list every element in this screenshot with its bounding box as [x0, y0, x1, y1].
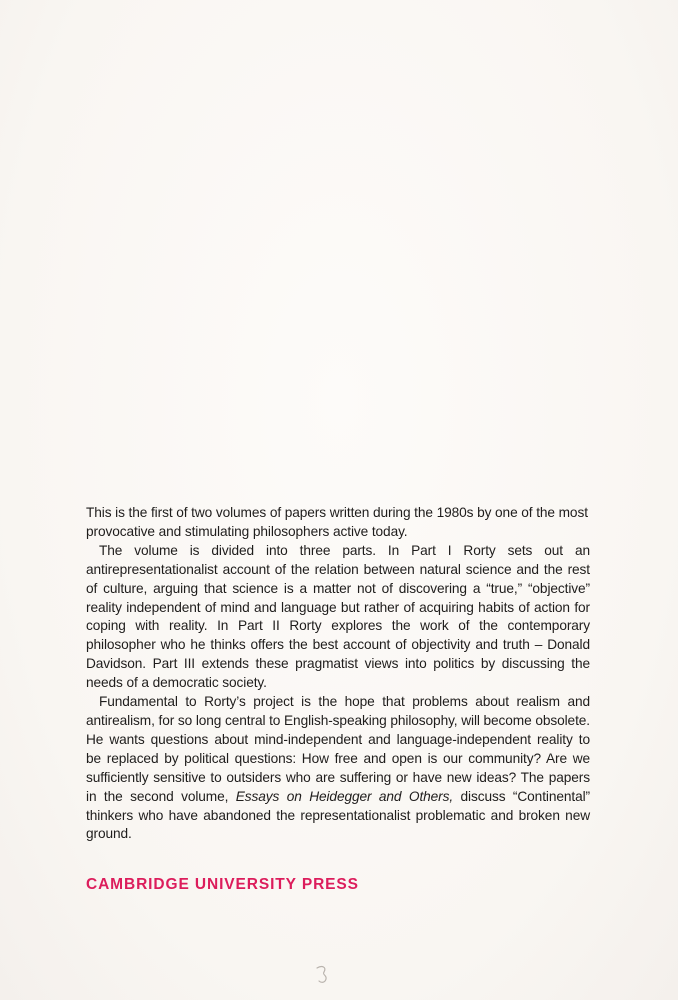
book-title-reference: Essays on Heidegger and Others,	[235, 788, 454, 804]
blurb-paragraph-1: This is the first of two volumes of papers written during the 1980s by one of the most provocative and stimulating philosophers active today.	[86, 505, 588, 539]
blurb-paragraph-2: The volume is divided into three parts. In Part I Rorty sets out an antirepresentationalist account of the relation between natural science and the rest of culture, arguing that science is a matter not of discovering a “true,” “objective” reality independent of mind and language but rather of acquiring habits of action for coping with reality. In Part II Rorty explores the work of the contemporary philosopher who he thinks offers the best account of objectivity and truth – Donald Davidson. Part III extends these pragmatist views into politics by discussing the needs of a democratic society.	[86, 542, 590, 691]
blurb-paragraph-3	[86, 693, 590, 844]
publisher-name: CAMBRIDGE UNIVERSITY PRESS	[86, 876, 359, 893]
blurb-text	[86, 504, 590, 844]
handwritten-mark	[312, 962, 338, 988]
blurb-paragraph-3-ending: discuss “Continental” thinkers who have abandoned the representationalist problematic and broken new ground.	[86, 788, 590, 842]
blurb-paragraph-3-text: Fundamental to Rorty’s project is the hope that problems about realism and antirealism, for so long central to English-speaking philosophy, will become obsolete. He wants questions about mind-independent and language-independent reality to be replaced by political questions: How free and open is our community? Are we sufficiently sensitive to outsiders who are suffering or have new ideas? The papers in the second volume,	[86, 694, 590, 804]
